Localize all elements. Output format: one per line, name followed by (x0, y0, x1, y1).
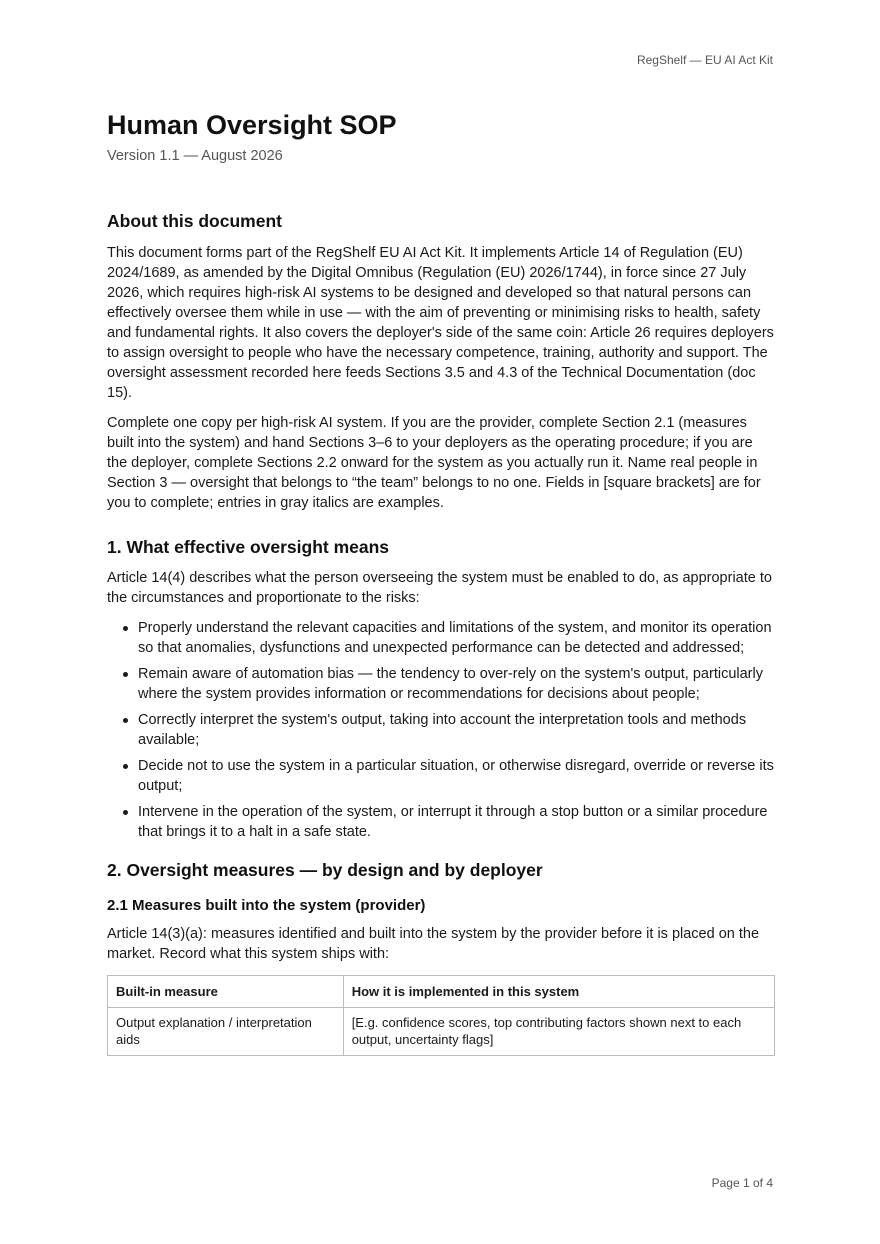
table-row (108, 1008, 775, 1056)
section-2-heading: 2. Oversight measures — by design and by deployer (107, 860, 543, 880)
list-item: Intervene in the operation of the system, or interrupt it through a stop button or a similar procedure that brings it to a halt in a safe state. (138, 802, 774, 842)
list-item: Remain aware of automation bias — the tendency to over-rely on the system's output, particularly where the system provides information or recommendations for decisions about people; (138, 664, 774, 704)
table-cell-measure: Output explanation / interpretation aids (108, 1008, 344, 1056)
running-header: RegShelf — EU AI Act Kit (636, 53, 773, 67)
page-number: Page 1 of 4 (711, 1176, 773, 1190)
about-paragraph-1: This document forms part of the RegShelf EU AI Act Kit. It implements Article 14 of Regulation (EU) 2024/1689, as amended by the Digital Omnibus (Regulation (EU) 2026/1744), in force since 27 July 2026, which requires high-risk AI systems to be designed and developed so that natural persons can effectively oversee them while in use — with the aim of preventing or minimising risks to health, safety and fundamental rights. It also covers the deployer's side of the same coin: Article 26 requires deployers to assign oversight to people who have the necessary competence, training, authority and support. The oversight assessment recorded here feeds Sections 3.5 and 4.3 of the Technical Documentation (doc 15). (107, 245, 774, 401)
section-1-intro: Article 14(4) describes what the person overseeing the system must be enabled to do, as appropriate to the circumstances and proportionate to the risks: (107, 570, 772, 606)
section-1-heading: 1. What effective oversight means (107, 537, 390, 557)
oversight-capabilities-list (107, 618, 774, 842)
table-header-row (108, 976, 775, 1008)
section-2-1-intro: Article 14(3)(a): measures identified and built into the system by the provider before it is placed on the market. Record what this system ships with: (107, 926, 760, 962)
column-header-implementation: How it is implemented in this system (343, 976, 774, 1008)
section-2-1-heading: 2.1 Measures built into the system (provider) (107, 897, 426, 914)
document-title: Human Oversight SOP (107, 110, 397, 140)
list-item: Decide not to use the system in a particular situation, or otherwise disregard, override or reverse its output; (138, 758, 774, 794)
document-version: Version 1.1 — August 2026 (107, 148, 283, 164)
built-in-measures-table (107, 975, 775, 1056)
column-header-measure: Built-in measure (108, 976, 344, 1008)
list-item: Properly understand the relevant capacities and limitations of the system, and monitor its operation so that anomalies, dysfunctions and unexpected performance can be detected and addressed; (138, 618, 774, 658)
table-cell-implementation[interactable]: [E.g. confidence scores, top contributing factors shown next to each output, uncertainty flags] (343, 1008, 774, 1056)
list-item: Correctly interpret the system's output, taking into account the interpretation tools and methods available; (138, 710, 774, 750)
page-content (107, 108, 774, 1056)
about-heading: About this document (107, 211, 282, 231)
about-paragraph-2: Complete one copy per high-risk AI system. If you are the provider, complete Section 2.1 (measures built into the system) and hand Sections 3–6 to your deployers as the operating procedure; if you are the deployer, complete Sections 2.2 onward for the system as you actually run it. Name real people in Section 3 — oversight that belongs to “the team” belongs to no one. Fields in [square brackets] are for you to complete; entries in gray italics are examples. (107, 415, 761, 511)
